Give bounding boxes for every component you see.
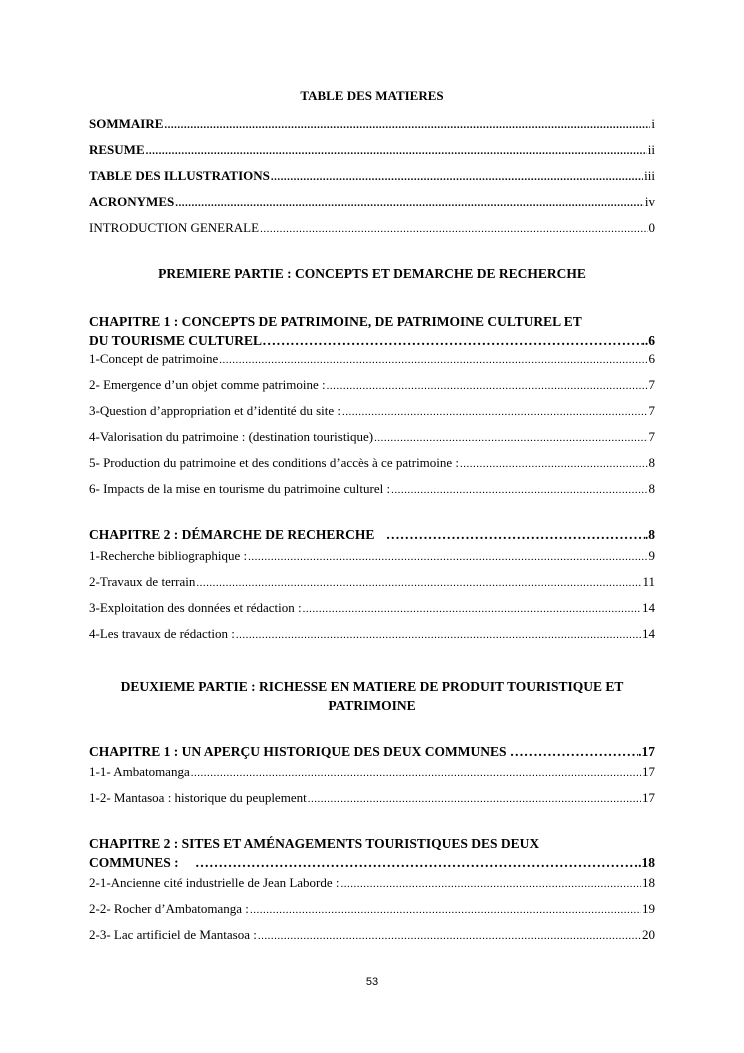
toc-label: 1-Concept de patrimoine (89, 351, 219, 366)
page-title: TABLE DES MATIERES (300, 88, 444, 103)
toc-entry-introduction[interactable] (89, 220, 655, 237)
toc-entry-sommaire[interactable] (89, 116, 655, 133)
toc-page: iii (644, 168, 655, 183)
part2-title-line1: DEUXIEME PARTIE : RICHESSE EN MATIERE DE PRODUIT TOURISTIQUE ET (120, 679, 624, 694)
toc-entry[interactable] (89, 764, 655, 781)
chapter-heading: CHAPITRE 1 : UN APERÇU HISTORIQUE DES DEUX COMMUNES (89, 744, 507, 759)
part2-chapter2-heading[interactable] (89, 834, 655, 873)
page-number: 53 (365, 976, 379, 988)
toc-page: iv (644, 194, 655, 209)
toc-label: ACRONYMES (89, 194, 175, 209)
toc-label: INTRODUCTION GENERALE (89, 220, 260, 235)
toc-page: 7 (648, 403, 655, 418)
toc-entry[interactable] (89, 574, 655, 591)
toc-label: TABLE DES ILLUSTRATIONS (89, 168, 270, 183)
toc-label: 3-Exploitation des données et rédaction : (89, 600, 302, 615)
toc-entry[interactable] (89, 455, 655, 472)
chapter-heading-line1: CHAPITRE 2 : SITES ET AMÉNAGEMENTS TOURISTIQUES DES DEUX (89, 836, 540, 851)
part2-title (89, 677, 655, 715)
toc-page: 14 (642, 626, 655, 641)
toc-entry[interactable] (89, 351, 655, 368)
toc-page: 7 (648, 429, 655, 444)
toc-page: 7 (648, 377, 655, 392)
chapter-heading-line2: DU TOURISME CULTUREL (89, 333, 263, 348)
toc-label: RESUME (89, 142, 145, 157)
toc-page: ii (647, 142, 655, 157)
toc-label: 2- Emergence d’un objet comme patrimoine : (89, 377, 326, 392)
toc-page: 17 (642, 790, 655, 805)
toc-entry[interactable] (89, 403, 655, 420)
toc-page: 6 (648, 351, 655, 366)
chapter-heading-line1: CHAPITRE 1 : CONCEPTS DE PATRIMOINE, DE PATRIMOINE CULTUREL ET (89, 314, 582, 329)
toc-entry[interactable] (89, 875, 655, 892)
toc-entry-illustrations[interactable] (89, 168, 655, 185)
toc-page: 8 (648, 481, 655, 496)
toc-entry[interactable] (89, 600, 655, 617)
toc-page: 11 (642, 574, 655, 589)
toc-label: 3-Question d’appropriation et d’identité du site : (89, 403, 341, 418)
toc-label: 2-Travaux de terrain (89, 574, 196, 589)
toc-label: 2-2- Rocher d’Ambatomanga : (89, 901, 249, 916)
toc-label: 2-1-Ancienne cité industrielle de Jean Laborde : (89, 875, 340, 890)
toc-entry[interactable] (89, 548, 655, 565)
toc-entry[interactable] (89, 429, 655, 446)
part1-title: PREMIERE PARTIE : CONCEPTS ET DEMARCHE DE RECHERCHE (158, 266, 586, 281)
toc-page: 19 (642, 901, 655, 916)
toc-label: 1-Recherche bibliographique : (89, 548, 248, 563)
toc-page: 20 (642, 927, 655, 942)
toc-label: 4-Valorisation du patrimoine : (destination touristique) (89, 429, 374, 444)
toc-page: 14 (642, 600, 655, 615)
part1-chapter2-heading[interactable] (89, 525, 655, 545)
toc-entry-acronymes[interactable] (89, 194, 655, 211)
toc-entry[interactable] (89, 901, 655, 918)
toc-label: 2-3- Lac artificiel de Mantasoa : (89, 927, 257, 942)
toc-entry[interactable] (89, 626, 655, 643)
chapter-page: ..6 (641, 333, 655, 348)
toc-page: 8 (648, 455, 655, 470)
toc-entry[interactable] (89, 481, 655, 498)
toc-entry[interactable] (89, 790, 655, 807)
toc-label: 1-1- Ambatomanga (89, 764, 190, 779)
toc-entry-resume[interactable] (89, 142, 655, 159)
toc-label: 5- Production du patrimoine et des conditions d’accès à ce patrimoine : (89, 455, 460, 470)
toc-page: 9 (648, 548, 655, 563)
toc-page: 18 (642, 875, 655, 890)
part2-chapter1-heading[interactable] (89, 742, 655, 762)
part1-chapter1-heading[interactable] (89, 312, 655, 351)
toc-page: i (651, 116, 655, 131)
chapter-page: .8 (644, 527, 655, 542)
toc-entry[interactable] (89, 927, 655, 944)
part2-title-line2: PATRIMOINE (328, 698, 416, 713)
toc-label: SOMMAIRE (89, 116, 164, 131)
toc-entry[interactable] (89, 377, 655, 394)
toc-label: 1-2- Mantasoa : historique du peuplement (89, 790, 307, 805)
toc-label: 4-Les travaux de rédaction : (89, 626, 235, 641)
toc-page: 17 (642, 764, 655, 779)
chapter-heading: CHAPITRE 2 : DÉMARCHE DE RECHERCHE (89, 527, 375, 542)
toc-page: 0 (648, 220, 655, 235)
chapter-heading-line2: COMMUNES : (89, 855, 179, 870)
chapter-page: .17 (638, 744, 655, 759)
chapter-page: .18 (638, 855, 655, 870)
toc-label: 6- Impacts de la mise en tourisme du patrimoine culturel : (89, 481, 391, 496)
